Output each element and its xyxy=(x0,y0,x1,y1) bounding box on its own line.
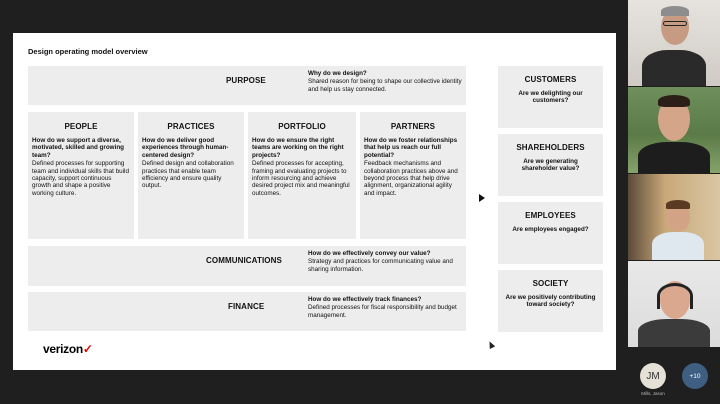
customers-label: CUSTOMERS xyxy=(524,75,577,84)
people-label: PEOPLE xyxy=(64,122,98,131)
communications-desc: Strategy and practices for communicating value and sharing information. xyxy=(308,258,453,273)
participant-video-1[interactable] xyxy=(628,0,720,86)
practices-box xyxy=(138,112,244,239)
verizon-logo xyxy=(43,342,93,356)
arrow-right-icon xyxy=(479,194,485,202)
participant-video-3[interactable] xyxy=(628,174,720,260)
logo-text: verizon xyxy=(43,342,83,356)
practices-label: PRACTICES xyxy=(167,122,215,131)
purpose-question: Why do we design? xyxy=(308,70,367,77)
person-body xyxy=(638,319,710,347)
employees-box xyxy=(498,202,603,264)
person-body xyxy=(638,142,710,173)
person-body xyxy=(652,232,704,260)
shareholders-box xyxy=(498,134,603,196)
people-question: How do we support a diverse, motivated, skilled and growing team? xyxy=(32,137,125,159)
shared-slide xyxy=(13,33,616,370)
communications-box xyxy=(28,246,466,286)
logo-check-icon: ✓ xyxy=(82,342,93,356)
purpose-box xyxy=(28,66,466,105)
person-hair xyxy=(661,6,689,16)
person-hair xyxy=(666,200,690,209)
finance-question: How do we effectively track finances? xyxy=(308,296,422,303)
society-question: Are we positively contributing toward society? xyxy=(505,294,596,309)
purpose-label: PURPOSE xyxy=(226,76,266,85)
practices-desc: Defined design and collaboration practices that enable team efficiency and ensure quality output. xyxy=(142,160,234,190)
portfolio-label: PORTFOLIO xyxy=(278,122,326,131)
finance-box xyxy=(28,292,466,331)
more-participants-button[interactable]: +10 xyxy=(682,363,708,389)
people-box xyxy=(28,112,134,239)
people-desc: Defined processes for supporting team and individual skills that build capacity, support continuous growth and shape a positive working culture. xyxy=(32,160,129,197)
employees-question: Are employees engaged? xyxy=(512,226,589,233)
finance-desc: Defined processes for fiscal responsibility and budget management. xyxy=(308,304,457,319)
participant-video-2[interactable] xyxy=(628,87,720,173)
slide-title: Design operating model overview xyxy=(28,47,148,56)
society-box xyxy=(498,270,603,332)
headset-icon xyxy=(657,283,693,309)
avatar[interactable]: JM xyxy=(640,363,666,389)
purpose-desc: Shared reason for being to shape our collective identity and help us stay connected. xyxy=(308,78,462,93)
practices-question: How do we deliver good experiences through human-centered design? xyxy=(142,137,229,159)
portfolio-question: How do we ensure the right teams are working on the right projects? xyxy=(252,137,344,159)
finance-label: FINANCE xyxy=(228,302,265,311)
portfolio-desc: Defined processes for accepting, framing and evaluating projects to inform resourcing and achieve desired project mix and meaningful outcomes. xyxy=(252,160,350,197)
avatar-name: Mills, Jason xyxy=(641,391,665,396)
glasses-icon xyxy=(663,21,687,26)
customers-box xyxy=(498,66,603,128)
shareholders-label: SHAREHOLDERS xyxy=(516,143,585,152)
mouse-cursor-icon xyxy=(487,340,495,349)
partners-question: How do we foster relationships that help us reach our full potential? xyxy=(364,137,458,159)
customers-question: Are we delighting our customers? xyxy=(518,90,583,105)
employees-label: EMPLOYEES xyxy=(525,211,576,220)
shareholders-question: Are we generating shareholder value? xyxy=(521,158,580,173)
communications-label: COMMUNICATIONS xyxy=(206,256,282,265)
communications-question: How do we effectively convey our value? xyxy=(308,250,431,257)
society-label: SOCIETY xyxy=(532,279,569,288)
partners-desc: Feedback mechanisms and collaboration practices above and beyond process that help drive alignment, organizational agility and impact. xyxy=(364,160,458,197)
partners-box xyxy=(360,112,466,239)
portfolio-box xyxy=(248,112,356,239)
partners-label: PARTNERS xyxy=(390,122,436,131)
person-hair xyxy=(658,95,690,107)
participant-video-4[interactable] xyxy=(628,261,720,347)
person-body xyxy=(642,50,706,86)
